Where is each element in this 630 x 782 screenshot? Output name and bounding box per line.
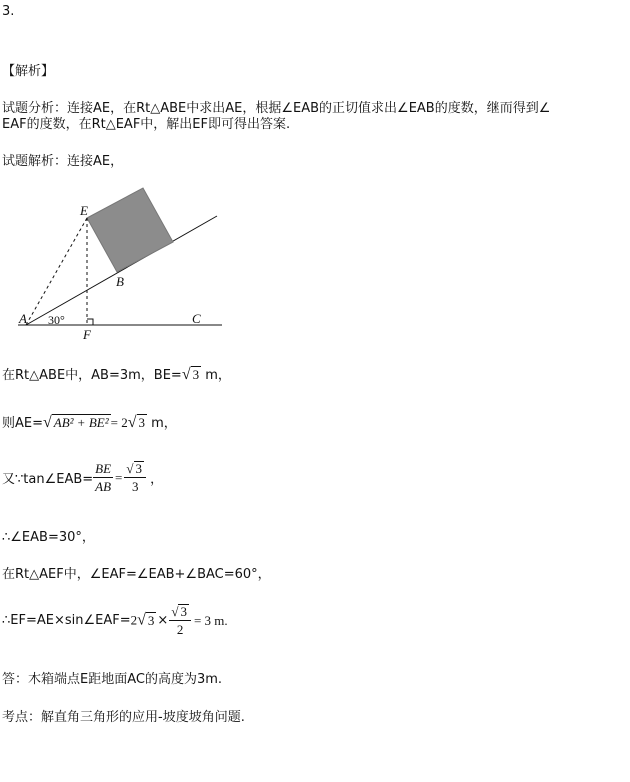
sqrt-sign: √ — [181, 366, 191, 383]
step-1-suffix: m， — [201, 368, 231, 383]
equals-sign: = — [115, 469, 123, 485]
label-f: F — [83, 327, 91, 342]
coefficient: 2 — [130, 612, 138, 628]
step-5: 在Rt△AEF中，∠EAF=∠EAB+∠BAC=60°， — [2, 567, 271, 582]
denominator: 2 — [176, 622, 184, 637]
question-number: 3. — [2, 4, 15, 19]
step-3-suffix: ， — [146, 472, 164, 487]
radicand: 3 — [147, 613, 155, 628]
times-sign: × — [157, 613, 169, 628]
label-a: A — [19, 311, 27, 326]
numerator: √ 3 — [169, 603, 191, 621]
step-2-suffix: m， — [147, 416, 177, 431]
result: = 3 m. — [193, 612, 228, 628]
wooden-box — [87, 188, 173, 272]
step-2-equals: = 2 — [110, 415, 128, 430]
label-e: E — [80, 203, 88, 218]
step-4: ∴∠EAB=30°， — [2, 530, 95, 545]
step-3 — [2, 460, 163, 495]
step-3-text: 又∵tan∠EAB= — [2, 472, 94, 487]
sqrt-sign: √ — [171, 604, 179, 619]
analysis-line-1: 试题分析：连接AE，在Rt△ABE中求出AE，根据∠EAB的正切值求出∠EAB的度数，继而得到∠ — [2, 101, 551, 116]
geometry-figure — [0, 180, 240, 345]
step-2 — [2, 412, 177, 435]
label-c: C — [192, 311, 201, 326]
sqrt-sign: √ — [137, 611, 146, 629]
step-6-text: ∴EF=AE×sin∠EAF= — [2, 613, 131, 628]
denominator: 3 — [131, 479, 139, 494]
sqrt-sign: √ — [43, 414, 52, 431]
step-1 — [2, 365, 231, 386]
fraction-sqrt3-2 — [169, 603, 191, 638]
step-2-text: 则AE= — [2, 416, 43, 431]
analysis-line-2: EAF的度数，在Rt△EAF中，解出EF即可得出答案. — [2, 117, 291, 132]
sqrt-sign: √ — [126, 461, 134, 476]
label-angle: 30° — [48, 313, 65, 327]
step-2-expression: AB² + BE² — [53, 415, 109, 430]
step-6 — [2, 603, 228, 638]
step-1-radicand: 3 — [192, 367, 200, 382]
right-angle-mark — [87, 319, 93, 325]
fraction-sqrt3-3 — [124, 460, 146, 495]
dashed-line-ae — [26, 218, 87, 325]
sqrt-sign: √ — [127, 414, 137, 431]
fraction-be-ab — [93, 460, 113, 495]
answer: 答：木箱端点E距地面AC的高度为3m. — [2, 672, 223, 687]
topic: 考点：解直角三角形的应用-坡度坡角问题. — [2, 710, 245, 725]
numerator: BE — [95, 461, 112, 476]
denominator: AB — [95, 479, 112, 494]
step-2-radicand: 3 — [138, 415, 145, 430]
numerator: √ 3 — [124, 460, 146, 478]
section-label: 【解析】 — [2, 64, 55, 79]
solution-intro: 试题解析：连接AE， — [2, 154, 124, 169]
label-b: B — [116, 274, 124, 289]
step-1-text: 在Rt△ABE中，AB=3m，BE= — [2, 368, 182, 383]
